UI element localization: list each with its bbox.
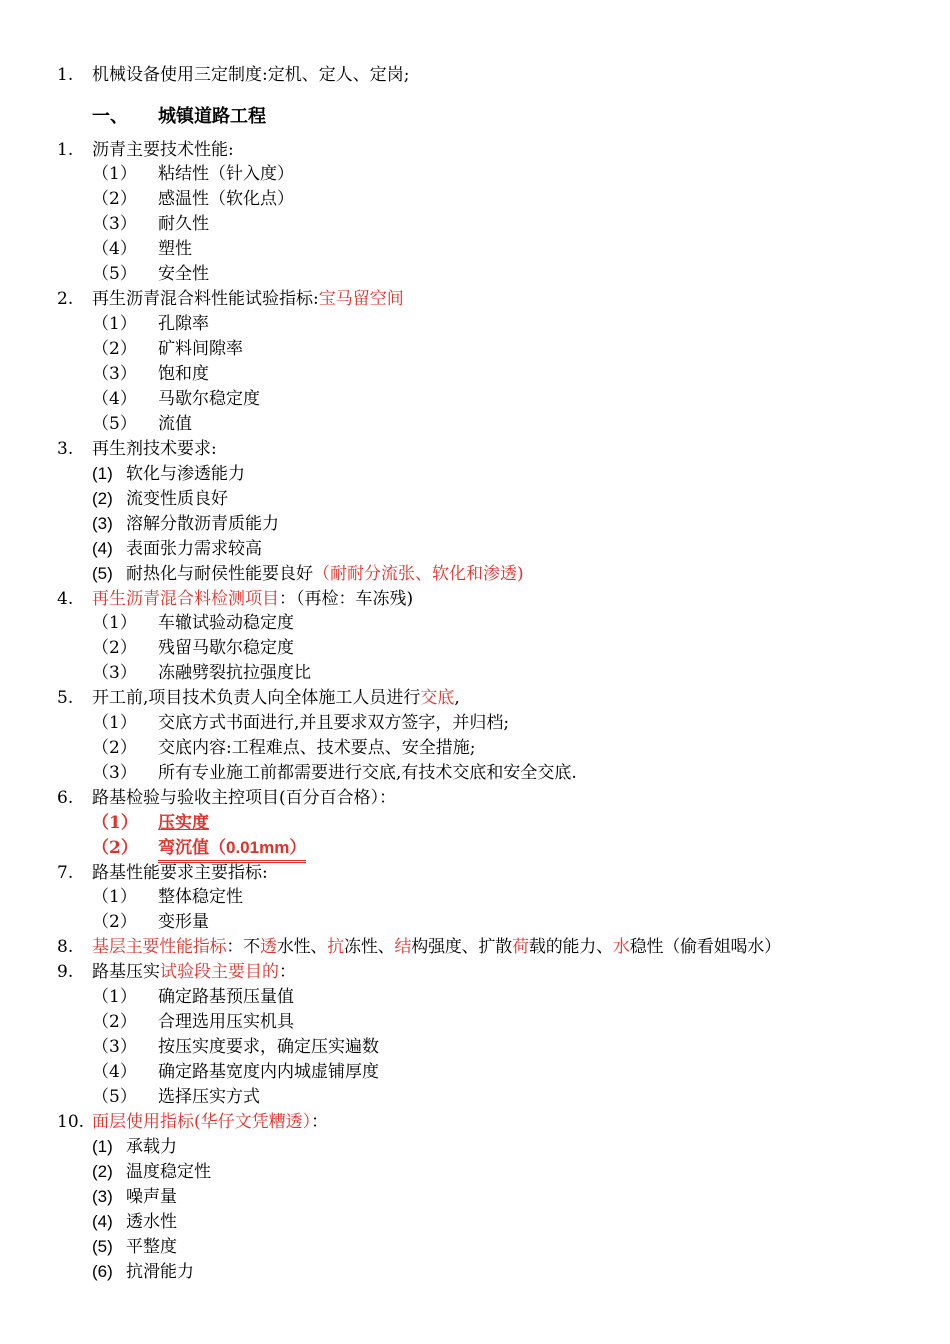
q8-part: 稳性（偷看姐喝水） <box>629 937 781 957</box>
item-title-mnemonic: 宝马留空间 <box>318 289 404 309</box>
item-title: 路基性能要求主要指标: <box>92 863 268 883</box>
sub-text: 温度稳定性 <box>126 1162 211 1182</box>
sub-number: (3) <box>92 514 113 533</box>
list-number: 9. <box>57 962 74 982</box>
sub-text: 按压实度要求，确定压实遍数 <box>158 1037 379 1057</box>
item-title: 路基检验与验收主控项目(百分百合格）： <box>92 788 397 808</box>
sub-number: (6) <box>92 1262 113 1281</box>
sub-number: （3） <box>92 364 137 384</box>
sub-number: （2） <box>92 189 137 209</box>
sub-text: 交底内容:工程难点、技术要点、安全措施; <box>158 738 476 758</box>
sub-number: (5) <box>92 1237 113 1256</box>
sub-text: 确定路基预压量值 <box>158 987 294 1007</box>
sub-number: （3） <box>92 763 137 783</box>
sub-text: 压实度 <box>158 813 209 833</box>
item-title-end: , <box>454 688 460 708</box>
item-title: ： <box>311 1112 329 1132</box>
q8-part: 冻性、 <box>344 937 395 957</box>
sub-number: （1） <box>92 164 137 184</box>
sub-text: 交底方式书面进行,并且要求双方签字，并归档; <box>158 713 510 733</box>
list-number: 2. <box>57 289 74 309</box>
sub-text: 冻融劈裂抗拉强度比 <box>158 663 311 683</box>
sub-text: 耐热化与耐侯性能要良好 <box>126 564 313 584</box>
intro-text: 机械设备使用三定制度:定机、定人、定岗; <box>92 65 410 85</box>
item-title: 再生剂技术要求: <box>92 439 217 459</box>
item-title-highlight: 交底 <box>420 688 455 708</box>
sub-number: (4) <box>92 539 113 558</box>
item-title-highlight: 面层使用指标(华仔文凭糟透） <box>92 1112 312 1132</box>
sub-text: 矿料间隙率 <box>158 339 243 359</box>
q8-part: 载的能力、 <box>528 937 613 957</box>
sub-text: 整体稳定性 <box>158 887 243 907</box>
list-number: 7. <box>57 863 74 883</box>
sub-text: 表面张力需求较高 <box>126 539 262 559</box>
sub-text: 溶解分散沥青质能力 <box>126 514 279 534</box>
sub-text: 软化与渗透能力 <box>126 464 245 484</box>
sub-text: 确定路基宽度内内城虚铺厚度 <box>158 1062 379 1082</box>
sub-text: 所有专业施工前都需要进行交底,有技术交底和安全交底. <box>158 763 577 783</box>
sub-number: （5） <box>92 414 137 434</box>
list-number: 4. <box>57 589 74 609</box>
list-number: 1. <box>57 65 74 85</box>
sub-text: 变形量 <box>158 912 209 932</box>
sub-text: 流变性质良好 <box>126 489 228 509</box>
sub-number: （5） <box>92 1087 137 1107</box>
sub-number: (2) <box>92 489 113 508</box>
q8-part: 水性、 <box>276 937 328 957</box>
q8-part: 水 <box>612 937 630 957</box>
q8-part: 荷 <box>512 937 529 957</box>
sub-number: (5) <box>92 564 113 583</box>
sub-text: 合理选用压实机具 <box>158 1012 294 1032</box>
sub-number: （2） <box>92 738 137 758</box>
sub-number: （3） <box>92 1037 137 1057</box>
item-title-end: ： <box>279 962 296 982</box>
sub-number: （1） <box>92 314 137 334</box>
sub-number: （4） <box>92 239 137 259</box>
sub-text: 耐久性 <box>158 214 209 234</box>
sub-text: 流值 <box>158 414 192 434</box>
item-title: 开工前,项目技术负责人向全体施工人员进行 <box>92 688 421 708</box>
sub-text: 孔隙率 <box>158 314 209 334</box>
list-number: 10. <box>57 1112 85 1132</box>
sub-number: (3) <box>92 1187 113 1206</box>
sub-text: 选择压实方式 <box>158 1087 260 1107</box>
sub-text: 马歇尔稳定度 <box>158 389 260 409</box>
sub-number: (1) <box>92 464 113 483</box>
sub-text: 粘结性（针入度） <box>158 164 294 184</box>
list-number: 6. <box>57 788 74 808</box>
sub-number: （1） <box>92 713 137 733</box>
q8-part: 基层主要性能指标 <box>92 937 227 957</box>
sub-number: （2） <box>92 1012 137 1032</box>
sub-number: （4） <box>92 389 137 409</box>
sub-text: 车辙试验动稳定度 <box>158 613 294 633</box>
item-title: 沥青主要技术性能: <box>92 140 234 160</box>
sub-number: （3） <box>92 663 137 683</box>
item-title-highlight: 试验段主要目的 <box>160 962 279 982</box>
item-title: ：（再检：车冻残) <box>279 589 414 609</box>
sub-number: （1） <box>92 813 138 833</box>
sub-text: 饱和度 <box>158 364 209 384</box>
sub-text: 透水性 <box>126 1212 177 1232</box>
q8-part: 透 <box>260 937 277 957</box>
sub-text: 安全性 <box>158 264 209 284</box>
sub-number: （4） <box>92 1062 137 1082</box>
sub-number: （2） <box>92 339 137 359</box>
list-number: 5. <box>57 688 74 708</box>
sub-number: (1) <box>92 1137 113 1156</box>
sub-number: （1） <box>92 987 137 1007</box>
q8-part: ：不 <box>226 937 261 957</box>
q8-part: 结 <box>394 937 412 957</box>
sub-number: （3） <box>92 214 137 234</box>
sub-text: 塑性 <box>158 239 192 259</box>
sub-number: （5） <box>92 264 137 284</box>
sub-number: (4) <box>92 1212 113 1231</box>
sub-number: （2） <box>92 638 137 658</box>
sub-text: 弯沉值（0.01mm） <box>158 836 306 863</box>
sub-number: （2） <box>92 912 137 932</box>
sub-number: (2) <box>92 1162 113 1181</box>
sub-text: 感温性（软化点） <box>158 189 294 209</box>
sub-text-mnemonic: （耐耐分流张、软化和渗透) <box>313 564 524 584</box>
sub-text: 平整度 <box>126 1237 177 1257</box>
item-title: 再生沥青混合料性能试验指标: <box>92 289 319 309</box>
list-number: 1. <box>57 140 74 160</box>
sub-number: （1） <box>92 887 137 907</box>
section-title: 城镇道路工程 <box>158 106 266 127</box>
sub-text: 抗滑能力 <box>126 1262 194 1282</box>
list-number: 8. <box>57 937 74 957</box>
sub-number: （2） <box>92 838 138 858</box>
q8-part: 构强度、扩散 <box>411 937 513 957</box>
item-title: 路基压实 <box>92 962 160 982</box>
sub-text: 承载力 <box>126 1137 177 1157</box>
sub-number: （1） <box>92 613 137 633</box>
item-title-highlight: 再生沥青混合料检测项目 <box>92 589 279 609</box>
section-number: 一、 <box>92 106 128 127</box>
sub-text: 噪声量 <box>126 1187 177 1207</box>
sub-text: 残留马歇尔稳定度 <box>158 638 294 658</box>
list-number: 3. <box>57 439 74 459</box>
q8-part: 抗 <box>327 937 345 957</box>
